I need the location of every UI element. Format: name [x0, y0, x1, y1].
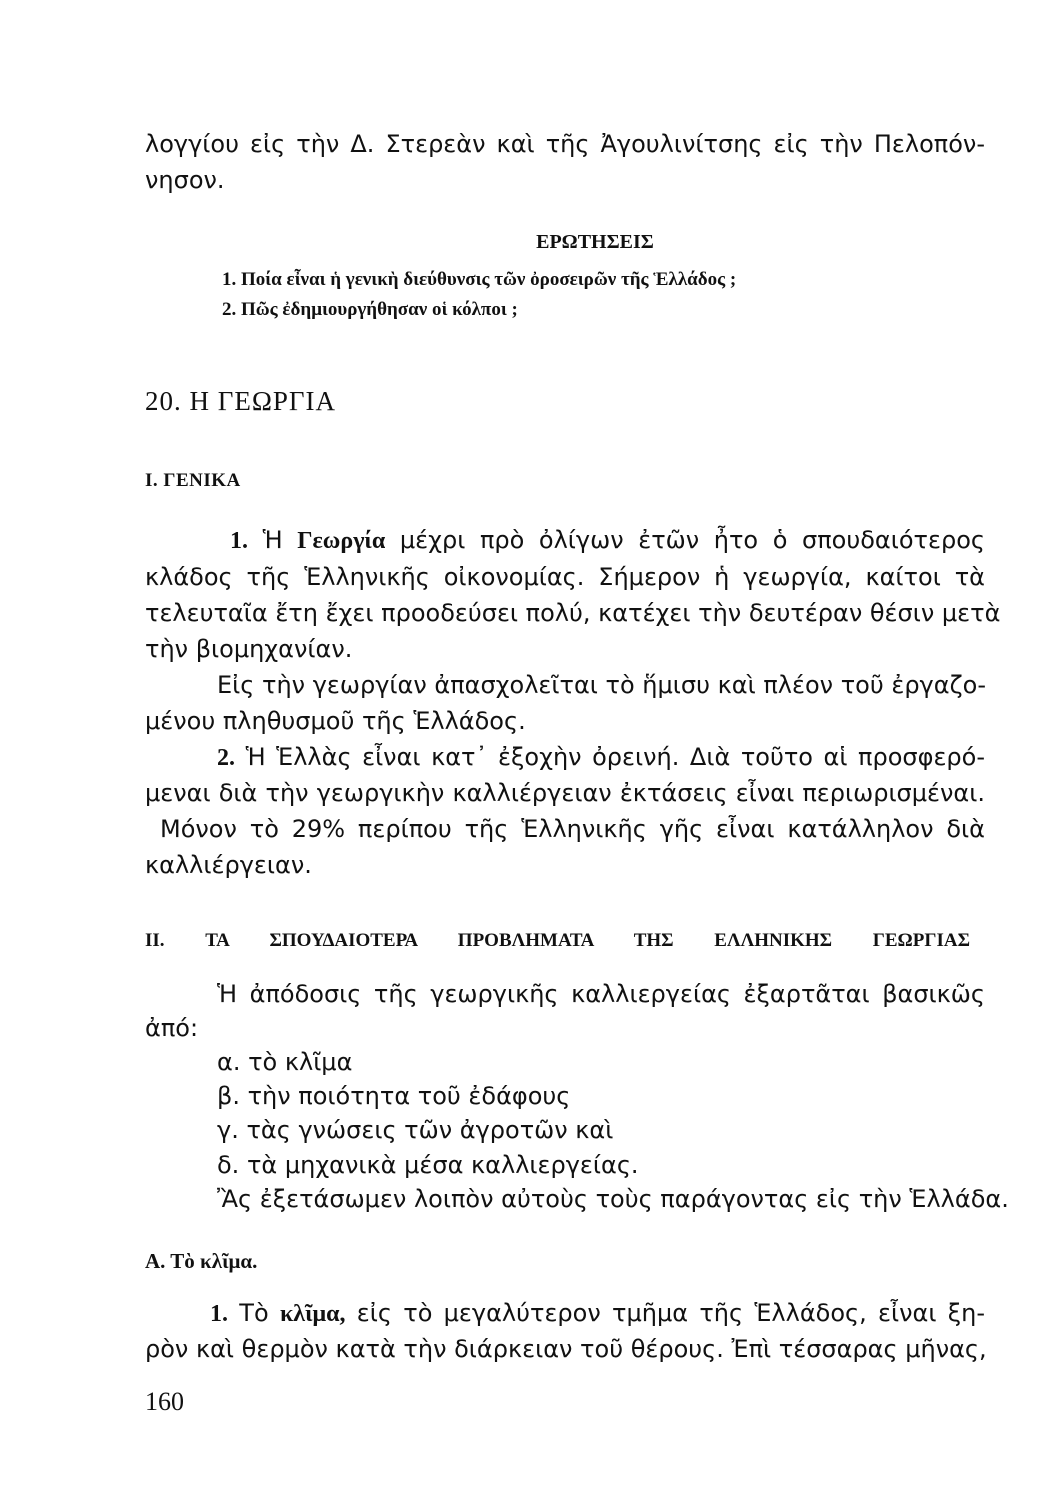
para-1-line-3: τελευταῖα ἔτη ἔχει προοδεύσει πολύ, κατέχει τὴν δευτέραν θέσιν μετὰ	[145, 599, 1001, 627]
para-3-number: 2.	[217, 745, 235, 771]
section-a-para-line-2: ρὸν καὶ θερμὸν κατὰ τὴν διάρκειαν τοῦ θέρους. Ἐπὶ τέσσαρας μῆνας,	[145, 1335, 987, 1363]
para-3-line-1	[217, 741, 985, 774]
para-1-number: 1.	[230, 528, 248, 554]
section-a-para-rest: εἰς τὸ μεγαλύτερον τμῆμα τῆς Ἑλλάδος, εἶναι ξη-	[345, 1299, 986, 1327]
para-1-rest: μέχρι πρὸ ὀλίγων ἐτῶν ἦτο ὁ σπουδαιότερος	[385, 526, 985, 554]
list-item-a: α. τὸ κλῖμα	[217, 1048, 353, 1076]
para-2-line-1: Εἰς τὴν γεωργίαν ἀπασχολεῖται τὸ ἥμισυ καὶ πλέον τοῦ ἐργαζο-	[217, 671, 986, 699]
continuation-line-1: λογγίου εἰς τὴν Δ. Στερεὰν καὶ τῆς Ἀγουλινίτσης εἰς τὴν Πελοπόν-	[145, 130, 985, 158]
list-item-d: δ. τὰ μηχανικὰ μέσα καλλιεργείας.	[217, 1151, 639, 1179]
section-2-intro-line-2: ἀπό:	[145, 1014, 199, 1042]
section-a-para-number: 1.	[210, 1301, 228, 1327]
questions-heading: ΕΡΩΤΗΣΕΙΣ	[536, 231, 654, 253]
section-a-para-line-1	[210, 1297, 985, 1330]
section-1-heading: I. ΓΕΝΙΚΑ	[145, 470, 241, 491]
para-3-line-2: μεναι διὰ τὴν γεωργικὴν καλλιέργειαν ἐκτάσεις εἶναι περιωρισμέναι.	[145, 779, 985, 807]
list-item-c: γ. τὰς γνώσεις τῶν ἀγροτῶν καὶ	[217, 1116, 614, 1144]
question-1: 1. Ποία εἶναι ἡ γενικὴ διεύθυνσις τῶν ὀροσειρῶν τῆς Ἑλλάδος ;	[222, 269, 737, 290]
continuation-line-2: νησον.	[145, 166, 225, 194]
para-3-line-4: καλλιέργειαν.	[145, 851, 312, 879]
chapter-title: 20. Η ΓΕΩΡΓΙΑ	[145, 386, 337, 416]
para-1-line-1	[230, 524, 985, 557]
section-2-intro-line-1: Ἡ ἀπόδοσις τῆς γεωργικῆς καλλιεργείας ἐξαρτᾶται βασικῶς	[217, 980, 985, 1008]
para-1-lead: Ἡ	[262, 526, 298, 554]
para-3-line-3: Μόνον τὸ 29% περίπου τῆς Ἑλληνικῆς γῆς εἶναι κατάλληλον διὰ	[160, 815, 985, 843]
para-1-line-2: κλάδος τῆς Ἑλληνικῆς οἰκονομίας. Σήμερον ἡ γεωργία, καίτοι τὰ	[145, 563, 985, 591]
section-2-closing: Ἂς ἐξετάσωμεν λοιπὸν αὐτοὺς τοὺς παράγοντας εἰς τὴν Ἑλλάδα.	[217, 1185, 1009, 1213]
section-2-heading: II. ΤΑ ΣΠΟΥΔΑΙΟΤΕΡΑ ΠΡΟΒΛΗΜΑΤΑ ΤΗΣ ΕΛΛΗΝΙΚΗΣ ΓΕΩΡΓΙΑΣ	[145, 930, 970, 951]
list-item-b: β. τὴν ποιότητα τοῦ ἐδάφους	[217, 1082, 571, 1110]
para-3-line-1-text: Ἡ Ἑλλὰς εἶναι κατ᾽ ἐξοχὴν ὀρεινή. Διὰ τοῦτο αἱ προσφερό-	[245, 743, 985, 771]
page-number: 160	[145, 1387, 184, 1416]
section-a-para-keyword: κλῖμα,	[279, 1301, 346, 1327]
question-2: 2. Πῶς ἐδημιουργήθησαν οἱ κόλποι ;	[222, 299, 518, 320]
section-a-para-lead: Τὸ	[239, 1299, 280, 1327]
para-1-line-4: τὴν βιομηχανίαν.	[145, 635, 353, 663]
para-2-line-2: μένου πληθυσμοῦ τῆς Ἑλλάδος.	[145, 707, 526, 735]
para-1-keyword: Γεωργία	[297, 528, 386, 554]
section-a-heading: Α. Τὸ κλῖμα.	[145, 1249, 258, 1273]
